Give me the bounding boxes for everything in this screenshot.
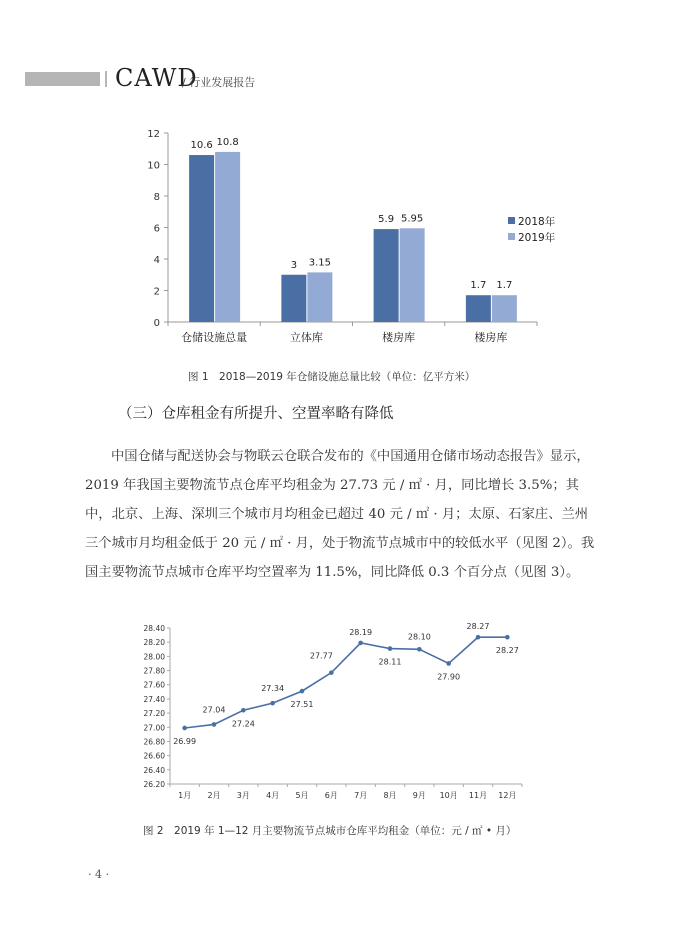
bar <box>374 229 399 322</box>
bar <box>189 155 214 322</box>
page-number: · 4 · <box>88 868 109 881</box>
line-chart-monthly-rent <box>0 600 700 810</box>
data-point <box>476 635 481 640</box>
bar-value-label: 5.9 <box>378 214 395 226</box>
point-value-label: 28.10 <box>407 632 431 642</box>
data-point <box>446 661 451 666</box>
point-value-label: 28.27 <box>495 646 519 656</box>
category-label: 仓储设施总量 <box>181 331 248 344</box>
bar-value-label: 3.15 <box>308 257 332 269</box>
month-label: 1月 <box>178 791 192 800</box>
month-label: 11月 <box>468 791 488 800</box>
bar <box>215 152 240 322</box>
point-value-label: 27.24 <box>231 719 255 729</box>
data-point <box>388 646 393 651</box>
month-label: 6月 <box>324 791 338 800</box>
y-tick-label: 8 <box>153 192 160 203</box>
point-value-label: 28.27 <box>466 622 490 632</box>
y-tick-label: 0 <box>153 318 160 329</box>
category-label: 立体库 <box>289 331 323 344</box>
bar <box>492 295 517 322</box>
data-point <box>329 670 334 675</box>
bar-value-label: 10.8 <box>216 136 239 148</box>
bar <box>307 272 332 322</box>
data-point <box>358 641 363 646</box>
legend-swatch <box>508 217 515 224</box>
bar-chart-storage-facilities <box>0 0 700 360</box>
body-paragraph <box>85 442 595 587</box>
data-point <box>241 708 246 713</box>
y-tick-label: 26.20 <box>143 780 165 789</box>
point-value-label: 27.90 <box>437 672 461 682</box>
point-value-label: 28.19 <box>349 627 373 637</box>
data-point <box>300 689 305 694</box>
y-tick-label: 26.60 <box>143 751 165 761</box>
rent-line <box>185 637 508 728</box>
data-point <box>417 647 422 652</box>
point-value-label: 27.34 <box>261 684 285 694</box>
section-title: （三）仓库租金有所提升、空置率略有降低 <box>118 406 394 422</box>
data-point <box>212 722 217 727</box>
y-tick-label: 28.40 <box>143 624 165 633</box>
category-label: 楼房库 <box>474 331 508 344</box>
month-label: 4月 <box>266 791 280 800</box>
point-value-label: 28.11 <box>378 657 402 667</box>
point-value-label: 27.51 <box>290 700 314 710</box>
point-value-label: 27.04 <box>202 705 226 715</box>
header-subtitle: / 行业发展报告 <box>182 76 256 89</box>
y-tick-label: 4 <box>153 255 160 266</box>
figure1-caption: 图 1 2018—2019 年仓储设施总量比较（单位：亿平方米） <box>188 371 476 383</box>
bar-value-label: 1.7 <box>470 280 487 292</box>
y-tick-label: 27.80 <box>143 666 165 676</box>
y-tick-label: 27.20 <box>143 709 165 719</box>
y-tick-label: 10 <box>147 160 160 172</box>
bar-value-label: 10.6 <box>190 140 213 152</box>
month-label: 3月 <box>236 791 250 800</box>
legend-swatch <box>508 233 515 240</box>
y-tick-label: 28.20 <box>143 638 165 648</box>
y-tick-label: 12 <box>147 129 160 140</box>
legend-label: 2019年 <box>518 232 556 244</box>
y-tick-label: 6 <box>153 223 160 235</box>
bar-value-label: 3 <box>290 259 298 271</box>
y-tick-label: 2 <box>153 286 160 298</box>
month-label: 9月 <box>412 791 426 800</box>
month-label: 2月 <box>207 791 221 800</box>
data-point <box>182 726 187 731</box>
point-value-label: 27.77 <box>309 651 333 661</box>
bar <box>400 228 425 322</box>
point-value-label: 26.99 <box>173 736 197 746</box>
month-label: 5月 <box>295 791 309 800</box>
month-label: 7月 <box>354 791 368 800</box>
month-label: 10月 <box>439 791 458 800</box>
header-brand: CAWD <box>115 64 198 92</box>
y-tick-label: 27.40 <box>143 694 165 704</box>
month-label: 12月 <box>498 791 517 800</box>
paragraph-text: 中国仓储与配送协会与物联云仓联合发布的《中国通用仓储市场动态报告》显示，2019 年我国主要物流节点仓库平均租金为 27.73 元 / ㎡ · 月，同比增长 3.5%；其中，北京、上海、深圳三个城市月均租金已超过 40 元 / ㎡ · 月；太原、石家庄、兰州三个城市月均租金低于 20 元 / ㎡ · 月，处于物流节点城市中的较低水平（见图 2）。我国主要物流节点城市仓库平均空置率为 11.5%，同比降低 0.3 个百分点（见图 3）。 <box>85 449 595 580</box>
y-tick-label: 26.80 <box>143 737 165 747</box>
bar-value-label: 5.95 <box>400 213 424 225</box>
bar <box>281 275 306 322</box>
y-tick-label: 28.00 <box>143 652 165 662</box>
figure2-caption: 图 2 2019 年 1—12 月主要物流节点城市仓库平均租金（单位：元 / ㎡ • 月） <box>143 825 517 837</box>
legend-label: 2018年 <box>518 216 556 228</box>
data-point <box>270 701 275 706</box>
month-label: 8月 <box>383 791 397 800</box>
bar-value-label: 1.7 <box>496 280 513 292</box>
category-label: 楼房库 <box>382 331 416 344</box>
bar <box>466 295 491 322</box>
y-tick-label: 27.00 <box>143 723 165 733</box>
y-tick-label: 27.60 <box>143 680 165 690</box>
data-point <box>505 635 510 640</box>
y-tick-label: 26.40 <box>143 765 165 775</box>
